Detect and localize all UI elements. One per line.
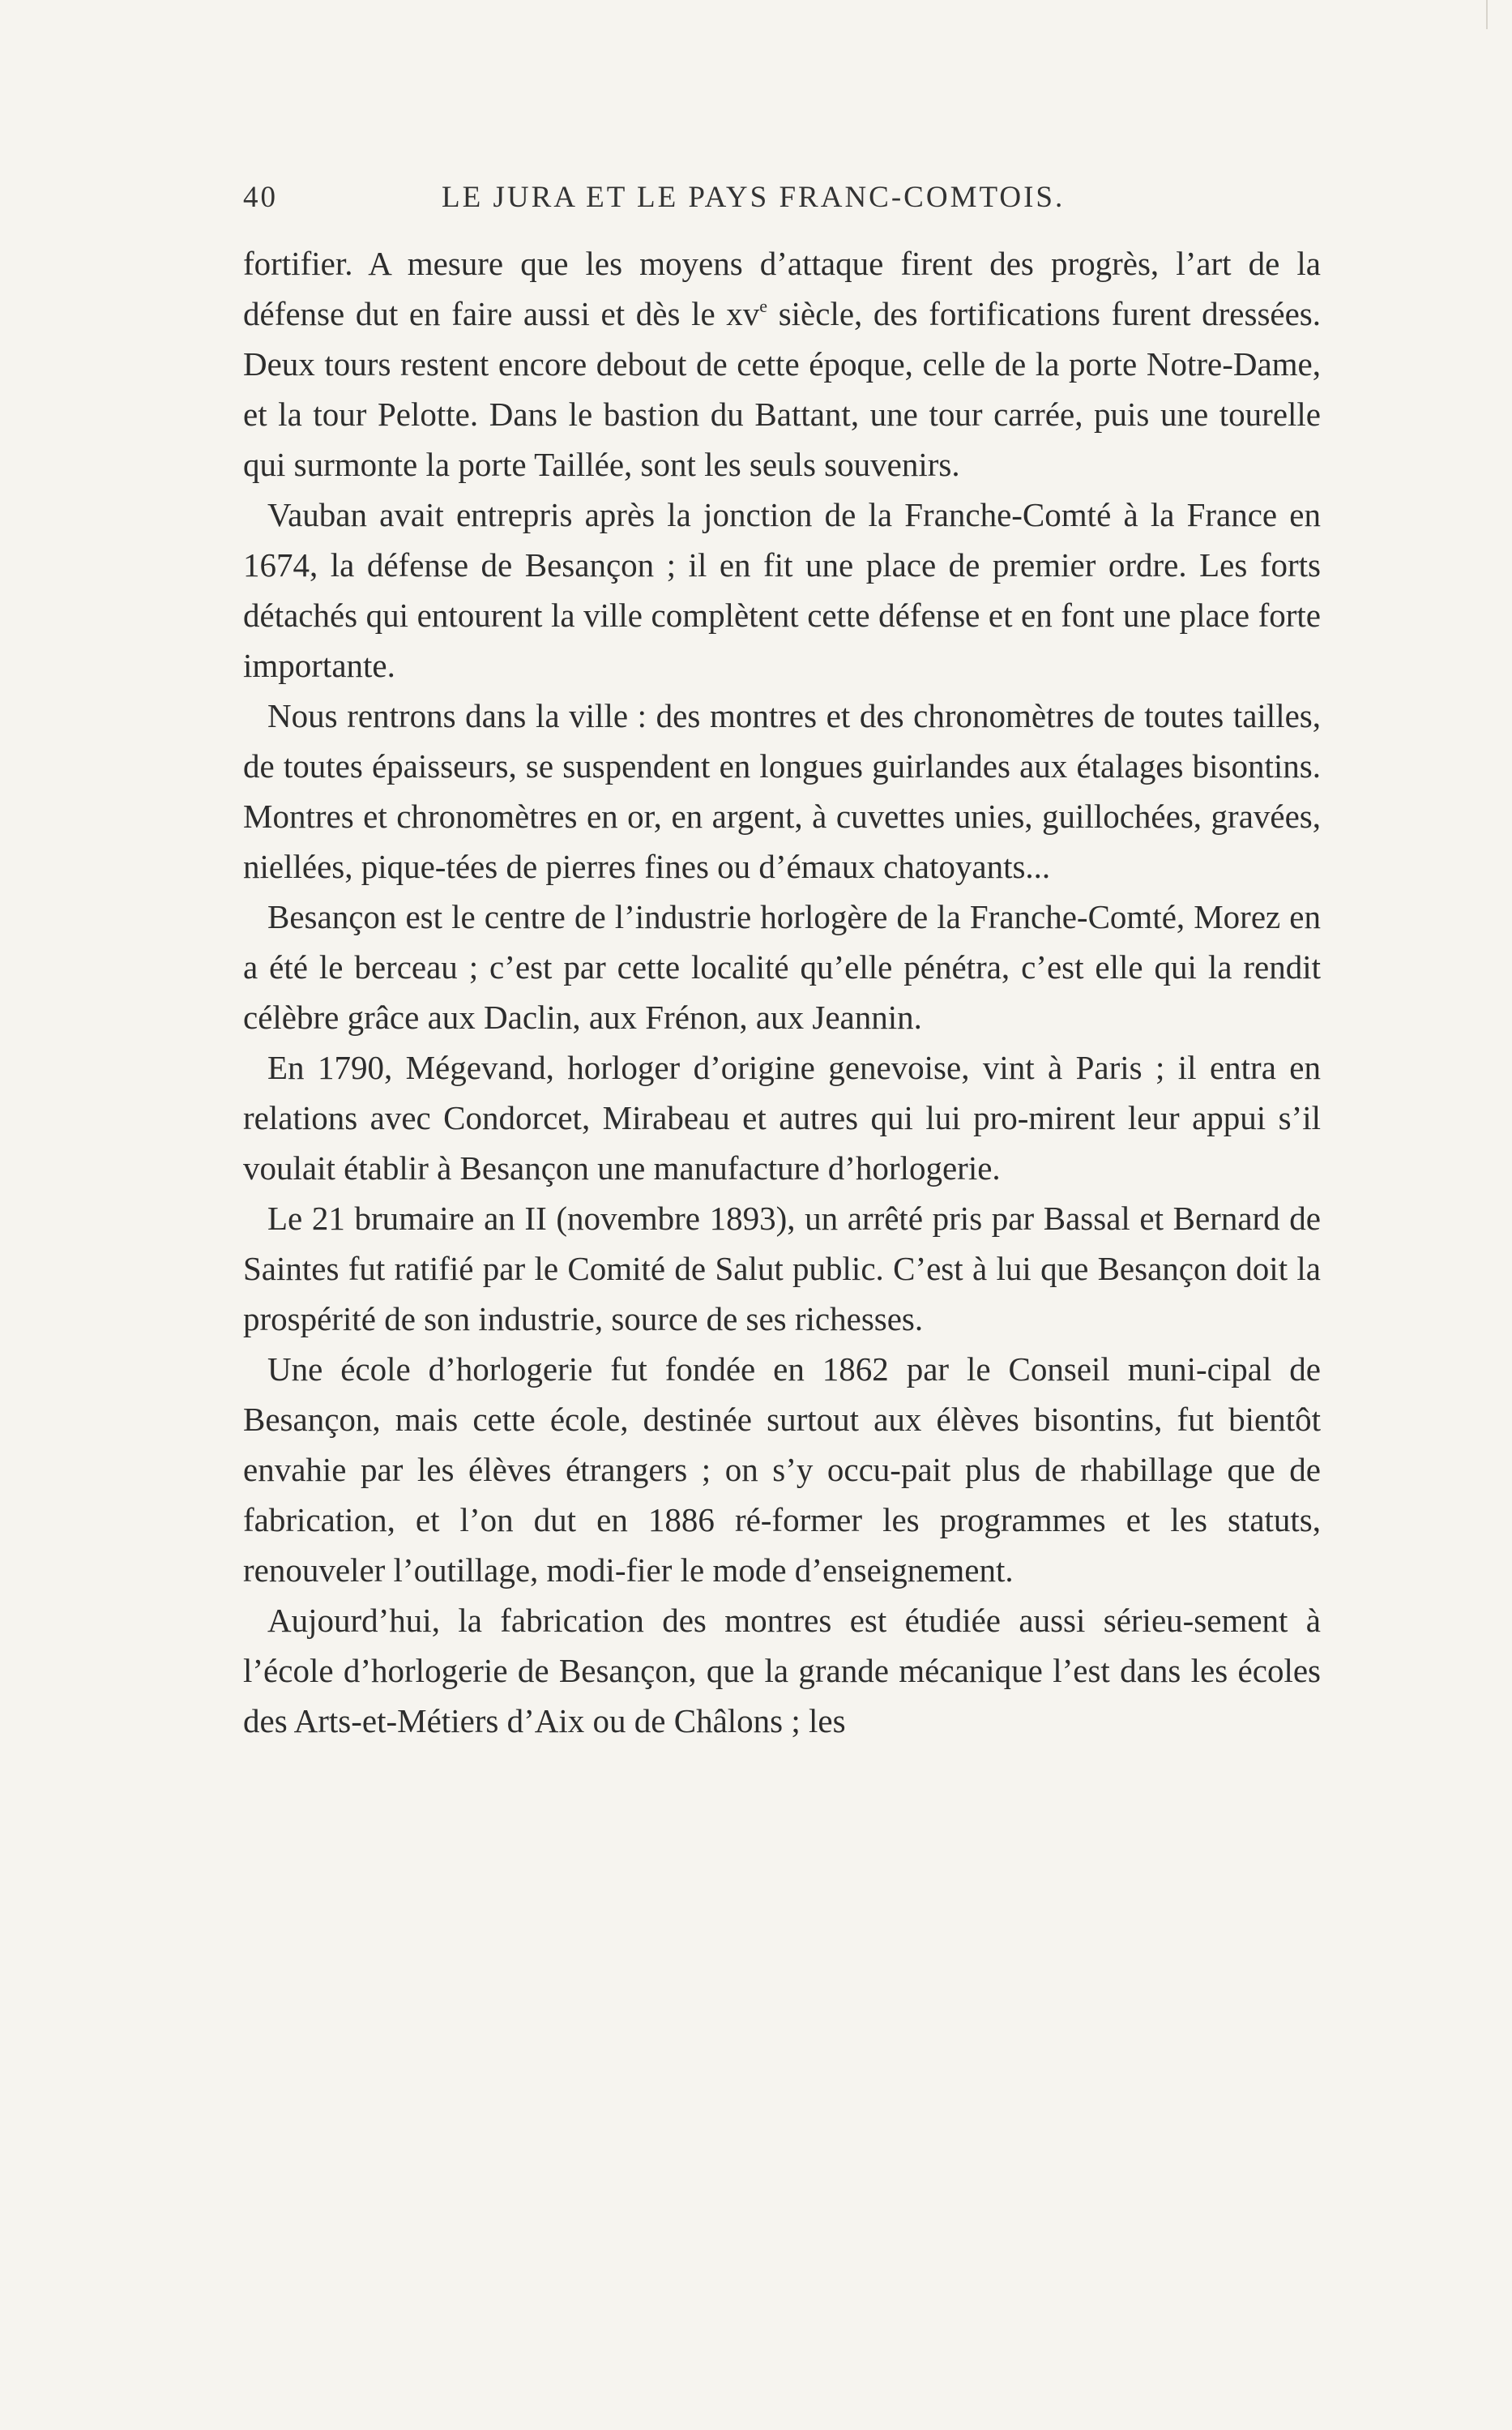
paragraph-7: Une école d’horlogerie fut fondée en 1862 par le Conseil muni-cipal de Besançon, mais cette école, destinée surtout aux élèves bisontins, fut bientôt envahie par les élèves étrangers ; on s’y occu-pait plus de rhabillage que de fabrication, et l’on dut en 1886 ré-former les programmes et les statuts, renouveler l’outillage, modi-fier le mode d’enseignement.: [243, 1350, 1321, 1589]
paragraph-5: En 1790, Mégevand, horloger d’origine genevoise, vint à Paris ; il entra en relations avec Condorcet, Mirabeau et autres qui lui pro-mirent leur appui s’il voulait établir à Besançon une manufacture d’horlogerie.: [243, 1049, 1321, 1187]
paragraph-6: Le 21 brumaire an II (novembre 1893), un arrêté pris par Bassal et Bernard de Saintes fut ratifié par le Comité de Salut public. C’est à lui que Besançon doit la prospérité de son industrie, source de ses richesses.: [243, 1200, 1321, 1337]
century-superscript: e: [759, 296, 768, 316]
body-text: [243, 238, 1321, 1746]
paragraph-1-text-b: siècle, des fortifications furent dressées. Deux tours restent encore debout de cette époque, celle de la porte Notre-Dame, et la tour Pelotte. Dans le bastion du Battant, une tour carrée, puis une tourelle qui surmonte la porte Taillée, sont les seuls souvenirs.: [243, 295, 1321, 483]
page-number: 40: [243, 181, 278, 214]
paragraph-8: Aujourd’hui, la fabrication des montres est étudiée aussi sérieu-sement à l’école d’horlogerie de Besançon, que la grande mécanique l’est dans les écoles des Arts-et-Métiers d’Aix ou de Châlons ; les: [243, 1602, 1321, 1739]
paragraph-3: Nous rentrons dans la ville : des montres et des chronomètres de toutes tailles, de toutes épaisseurs, se suspendent en longues guirlandes aux étalages bisontins. Montres et chronomètres en or, en argent, à cuvettes unies, guillochées, gravées, niellées, pique-tées de pierres fines ou d’émaux chatoyants...: [243, 697, 1321, 885]
paragraph-2: Vauban avait entrepris après la jonction de la Franche-Comté à la France en 1674, la défense de Besançon ; il en fit une place de premier ordre. Les forts détachés qui entourent la ville complètent cette défense et en font une place forte importante.: [243, 496, 1321, 684]
paragraph-1: [243, 238, 1321, 490]
paragraph-4: Besançon est le centre de l’industrie horlogère de la Franche-Comté, Morez en a été le berceau ; c’est par cette localité qu’elle pénétra, c’est elle qui la rendit célèbre grâce aux Daclin, aux Frénon, aux Jeannin.: [243, 898, 1321, 1036]
paragraph-1-text-a: fortifier. A mesure que les moyens d’attaque firent des progrès, l’art de la défense dut en faire aussi et dès le xv: [243, 245, 1321, 332]
page-header: [243, 180, 1321, 229]
running-title: LE JURA ET LE PAYS FRANC-COMTOIS.: [442, 181, 1066, 214]
margin-mark: [1486, 0, 1488, 29]
